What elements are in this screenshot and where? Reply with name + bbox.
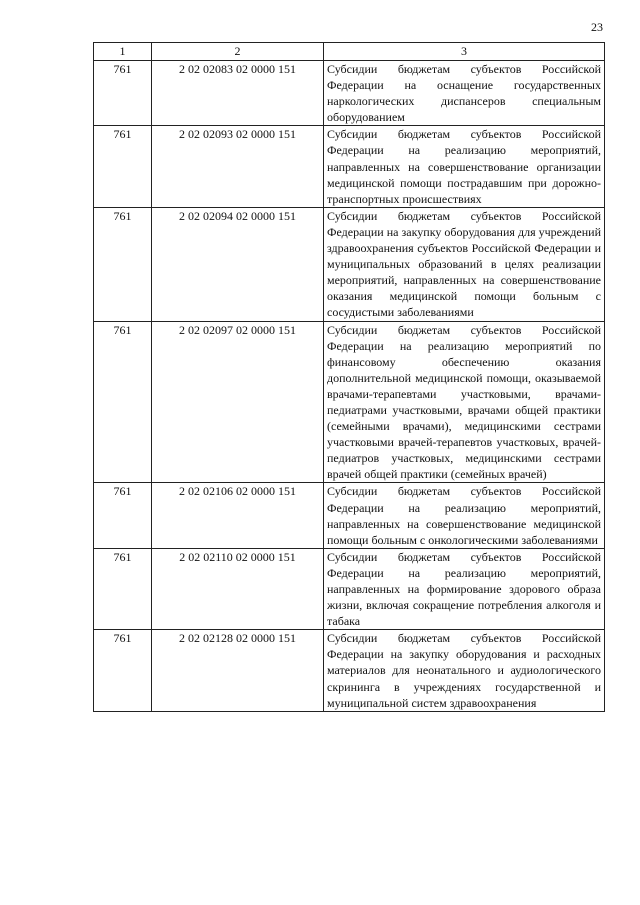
description-cell: Субсидии бюджетам субъектов Российской Федерации на реализацию мероприятий, направленных на совершенствование организации медицинской помощи пострадавшим при дорожно-транспортных происшествиях — [324, 126, 605, 207]
description-cell: Субсидии бюджетам субъектов Российской Федерации на реализацию мероприятий, направленных на совершенствование медицинской помощи больным с онкологическими заболеваниями — [324, 483, 605, 548]
budget-classification-table — [93, 42, 605, 712]
table-row — [94, 61, 605, 126]
admin-code-cell: 761 — [94, 61, 152, 126]
column-header-1: 1 — [94, 43, 152, 61]
column-header-2: 2 — [152, 43, 324, 61]
description-cell: Субсидии бюджетам субъектов Российской Федерации на реализацию мероприятий по финансовому обеспечению оказания дополнительной медицинской помощи, оказываемой врачами-терапевтами участковыми, врачами-педиатрами участковыми, врачами общей практики (семейными врачами), медицинскими сестрами участковыми врачей-терапевтов участковых, врачей-педиатров участковых, медицинскими сестрами врачей общей практики (семейных врачей) — [324, 321, 605, 483]
admin-code-cell: 761 — [94, 207, 152, 321]
description-cell: Субсидии бюджетам субъектов Российской Федерации на закупку оборудования для учреждений здравоохранения субъектов Российской Федерации и муниципальных образований в целях реализации мероприятий, направленных на совершенствование оказания медицинской помощи больным с сосудистыми заболеваниями — [324, 207, 605, 321]
table-row — [94, 207, 605, 321]
table-row — [94, 630, 605, 711]
admin-code-cell: 761 — [94, 126, 152, 207]
column-header-3: 3 — [324, 43, 605, 61]
revenue-code-cell: 2 02 02083 02 0000 151 — [152, 61, 324, 126]
revenue-code-cell: 2 02 02106 02 0000 151 — [152, 483, 324, 548]
description-cell: Субсидии бюджетам субъектов Российской Федерации на оснащение государственных наркологических диспансеров специальным оборудованием — [324, 61, 605, 126]
description-cell: Субсидии бюджетам субъектов Российской Федерации на закупку оборудования и расходных материалов для неонатального и аудиологического скрининга в учреждениях государственной и муниципальной систем здравоохранения — [324, 630, 605, 711]
table-row — [94, 321, 605, 483]
table-row — [94, 483, 605, 548]
table-row — [94, 548, 605, 629]
revenue-code-cell: 2 02 02093 02 0000 151 — [152, 126, 324, 207]
revenue-code-cell: 2 02 02128 02 0000 151 — [152, 630, 324, 711]
revenue-code-cell: 2 02 02110 02 0000 151 — [152, 548, 324, 629]
table-row — [94, 126, 605, 207]
admin-code-cell: 761 — [94, 321, 152, 483]
revenue-code-cell: 2 02 02097 02 0000 151 — [152, 321, 324, 483]
admin-code-cell: 761 — [94, 483, 152, 548]
revenue-code-cell: 2 02 02094 02 0000 151 — [152, 207, 324, 321]
table-header-row — [94, 43, 605, 61]
description-cell: Субсидии бюджетам субъектов Российской Федерации на реализацию мероприятий, направленных на формирование здорового образа жизни, включая сокращение потребления алкоголя и табака — [324, 548, 605, 629]
admin-code-cell: 761 — [94, 630, 152, 711]
page-number: 23 — [591, 20, 603, 34]
admin-code-cell: 761 — [94, 548, 152, 629]
